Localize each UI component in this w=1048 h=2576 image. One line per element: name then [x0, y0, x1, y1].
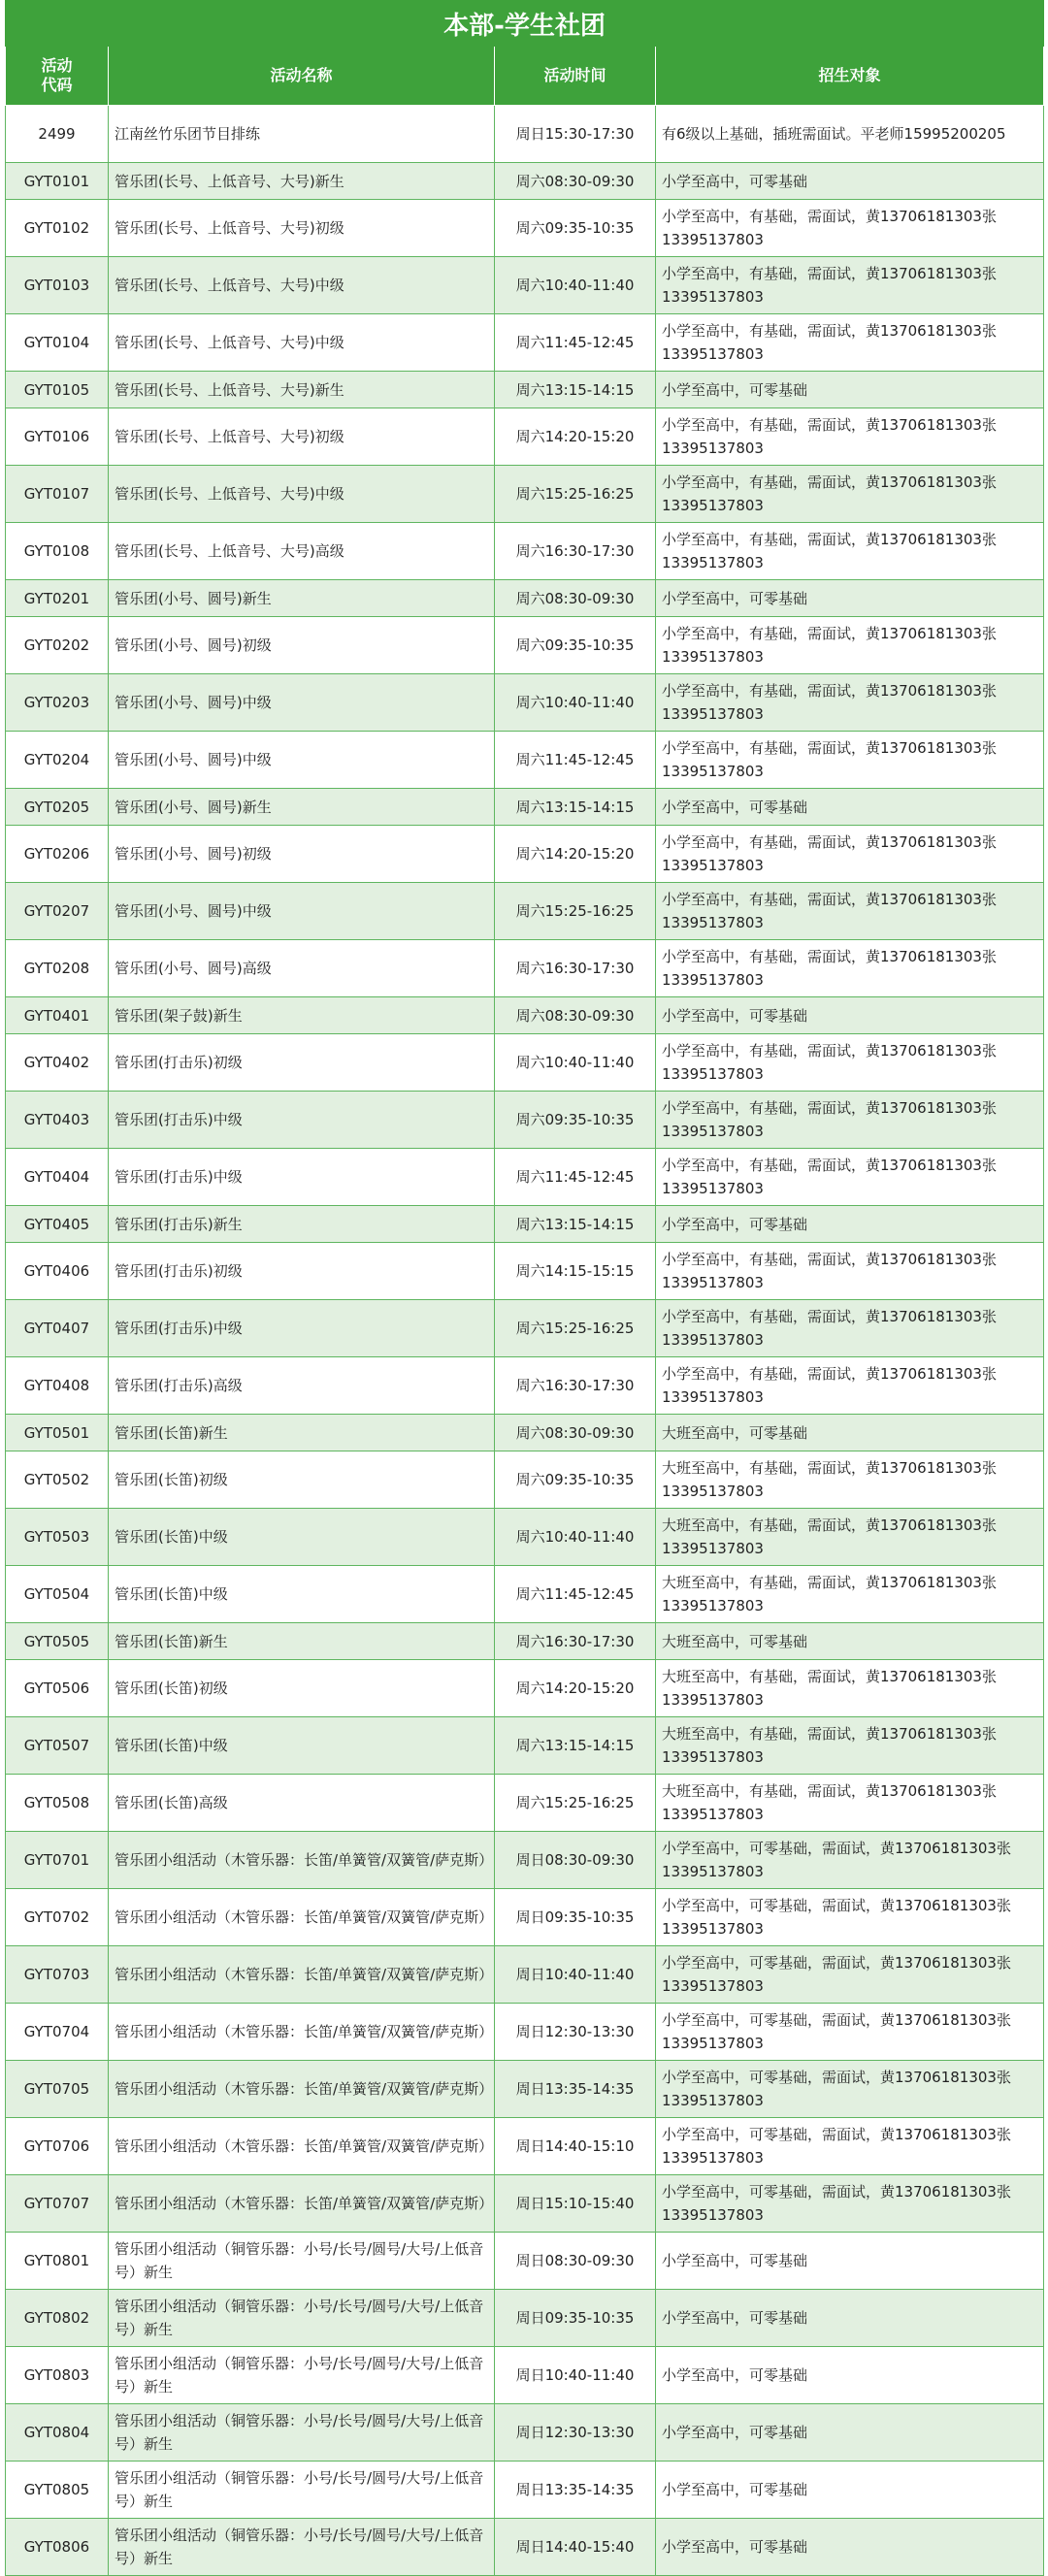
target-cell: 小学至高中，可零基础	[656, 1206, 1044, 1243]
column-header-code: 活动 代码	[6, 47, 109, 106]
target-cell: 小学至高中，可零基础	[656, 163, 1044, 200]
table-row	[6, 106, 1044, 163]
target-cell: 大班至高中，可零基础	[656, 1415, 1044, 1451]
code-cell: GYT0505	[6, 1623, 109, 1660]
time-cell: 周六09:35-10:35	[495, 1092, 656, 1149]
code-cell: GYT0405	[6, 1206, 109, 1243]
time-cell: 周六11:45-12:45	[495, 314, 656, 372]
time-cell: 周六10:40-11:40	[495, 674, 656, 732]
name-cell: 管乐团(小号、圆号)中级	[109, 732, 495, 789]
target-cell: 小学至高中，有基础，需面试，黄13706181303张13395137803	[656, 883, 1044, 940]
code-cell: GYT0203	[6, 674, 109, 732]
code-cell: GYT0401	[6, 997, 109, 1034]
code-cell: GYT0707	[6, 2175, 109, 2233]
table-row	[6, 789, 1044, 826]
name-cell: 管乐团(长笛)高级	[109, 1775, 495, 1832]
time-cell: 周六13:15-14:15	[495, 1206, 656, 1243]
target-cell: 大班至高中，可零基础	[656, 1623, 1044, 1660]
name-cell: 管乐团小组活动（铜管乐器：小号/长号/圆号/大号/上低音号）新生	[109, 2290, 495, 2347]
name-cell: 管乐团(长笛)中级	[109, 1717, 495, 1775]
target-cell: 大班至高中，有基础，需面试，黄13706181303张13395137803	[656, 1717, 1044, 1775]
code-cell: GYT0107	[6, 466, 109, 523]
name-cell: 管乐团(长笛)初级	[109, 1451, 495, 1509]
code-cell: GYT0103	[6, 257, 109, 314]
time-cell: 周六13:15-14:15	[495, 1717, 656, 1775]
target-cell: 小学至高中，有基础，需面试，黄13706181303张13395137803	[656, 1300, 1044, 1357]
code-cell: GYT0701	[6, 1832, 109, 1889]
name-cell: 管乐团小组活动（铜管乐器：小号/长号/圆号/大号/上低音号）新生	[109, 2462, 495, 2519]
name-cell: 管乐团小组活动（木管乐器：长笛/单簧管/双簧管/萨克斯）	[109, 2004, 495, 2061]
code-cell: GYT0507	[6, 1717, 109, 1775]
target-cell: 小学至高中，有基础，需面试，黄13706181303张13395137803	[656, 674, 1044, 732]
target-cell: 小学至高中，可零基础，需面试，黄13706181303张13395137803	[656, 2175, 1044, 2233]
time-cell: 周六14:20-15:20	[495, 408, 656, 466]
name-cell: 管乐团(长号、上低音号、大号)初级	[109, 200, 495, 257]
time-cell: 周六08:30-09:30	[495, 163, 656, 200]
code-cell: GYT0406	[6, 1243, 109, 1300]
time-cell: 周六09:35-10:35	[495, 1451, 656, 1509]
code-cell: GYT0201	[6, 580, 109, 617]
time-cell: 周六15:25-16:25	[495, 1775, 656, 1832]
target-cell: 大班至高中，有基础，需面试，黄13706181303张13395137803	[656, 1775, 1044, 1832]
time-cell: 周六09:35-10:35	[495, 200, 656, 257]
time-cell: 周六16:30-17:30	[495, 523, 656, 580]
name-cell: 管乐团(打击乐)初级	[109, 1034, 495, 1092]
time-cell: 周六11:45-12:45	[495, 1149, 656, 1206]
time-cell: 周日08:30-09:30	[495, 2233, 656, 2290]
target-cell: 大班至高中，有基础，需面试，黄13706181303张13395137803	[656, 1566, 1044, 1623]
target-cell: 小学至高中，可零基础，需面试，黄13706181303张13395137803	[656, 2118, 1044, 2175]
name-cell: 管乐团(小号、圆号)新生	[109, 580, 495, 617]
target-cell: 小学至高中，有基础，需面试，黄13706181303张13395137803	[656, 617, 1044, 674]
code-cell: GYT0503	[6, 1509, 109, 1566]
table-row	[6, 1946, 1044, 2004]
name-cell: 管乐团(长号、上低音号、大号)中级	[109, 314, 495, 372]
code-cell: GYT0508	[6, 1775, 109, 1832]
time-cell: 周日09:35-10:35	[495, 1889, 656, 1946]
target-cell: 小学至高中，可零基础	[656, 789, 1044, 826]
target-cell: 小学至高中，可零基础	[656, 2347, 1044, 2404]
code-cell: GYT0805	[6, 2462, 109, 2519]
table-row	[6, 883, 1044, 940]
target-cell: 小学至高中，可零基础	[656, 2462, 1044, 2519]
code-cell: GYT0705	[6, 2061, 109, 2118]
table-row	[6, 1149, 1044, 1206]
table-header-row	[6, 47, 1044, 106]
code-cell: GYT0501	[6, 1415, 109, 1451]
time-cell: 周六10:40-11:40	[495, 1509, 656, 1566]
table-row	[6, 314, 1044, 372]
target-cell: 小学至高中，有基础，需面试，黄13706181303张13395137803	[656, 1357, 1044, 1415]
time-cell: 周六10:40-11:40	[495, 257, 656, 314]
table-row	[6, 1206, 1044, 1243]
time-cell: 周六10:40-11:40	[495, 1034, 656, 1092]
table-row	[6, 1775, 1044, 1832]
target-cell: 小学至高中，有基础，需面试，黄13706181303张13395137803	[656, 732, 1044, 789]
column-header-name: 活动名称	[109, 47, 495, 106]
code-cell: GYT0803	[6, 2347, 109, 2404]
table-row	[6, 617, 1044, 674]
time-cell: 周日12:30-13:30	[495, 2404, 656, 2462]
time-cell: 周六13:15-14:15	[495, 789, 656, 826]
target-cell: 小学至高中，有基础，需面试，黄13706181303张13395137803	[656, 466, 1044, 523]
time-cell: 周日14:40-15:10	[495, 2118, 656, 2175]
name-cell: 管乐团小组活动（木管乐器：长笛/单簧管/双簧管/萨克斯）	[109, 2061, 495, 2118]
table-row	[6, 2404, 1044, 2462]
activity-table	[5, 0, 1044, 2576]
target-cell: 小学至高中，有基础，需面试，黄13706181303张13395137803	[656, 1243, 1044, 1300]
code-cell: GYT0504	[6, 1566, 109, 1623]
code-cell: GYT0806	[6, 2519, 109, 2576]
name-cell: 管乐团(打击乐)初级	[109, 1243, 495, 1300]
target-cell: 大班至高中，有基础，需面试，黄13706181303张13395137803	[656, 1451, 1044, 1509]
time-cell: 周日10:40-11:40	[495, 2347, 656, 2404]
name-cell: 管乐团小组活动（铜管乐器：小号/长号/圆号/大号/上低音号）新生	[109, 2519, 495, 2576]
code-cell: GYT0208	[6, 940, 109, 997]
time-cell: 周六15:25-16:25	[495, 883, 656, 940]
name-cell: 管乐团(小号、圆号)中级	[109, 674, 495, 732]
code-cell: GYT0108	[6, 523, 109, 580]
table-row	[6, 1300, 1044, 1357]
name-cell: 管乐团(长笛)新生	[109, 1415, 495, 1451]
time-cell: 周日13:35-14:35	[495, 2462, 656, 2519]
name-cell: 管乐团(小号、圆号)高级	[109, 940, 495, 997]
code-cell: GYT0702	[6, 1889, 109, 1946]
time-cell: 周六15:25-16:25	[495, 466, 656, 523]
table-row	[6, 940, 1044, 997]
code-cell: GYT0804	[6, 2404, 109, 2462]
name-cell: 管乐团(小号、圆号)初级	[109, 617, 495, 674]
code-cell: GYT0404	[6, 1149, 109, 1206]
time-cell: 周日12:30-13:30	[495, 2004, 656, 2061]
table-row	[6, 1357, 1044, 1415]
table-body	[6, 106, 1044, 2576]
name-cell: 管乐团(长号、上低音号、大号)中级	[109, 466, 495, 523]
target-cell: 小学至高中，可零基础，需面试，黄13706181303张13395137803	[656, 1946, 1044, 2004]
code-cell: GYT0205	[6, 789, 109, 826]
target-cell: 小学至高中，可零基础	[656, 2404, 1044, 2462]
table-row	[6, 1566, 1044, 1623]
code-cell: GYT0704	[6, 2004, 109, 2061]
target-cell: 大班至高中，有基础，需面试，黄13706181303张13395137803	[656, 1660, 1044, 1717]
table-row	[6, 408, 1044, 466]
column-header-time: 活动时间	[495, 47, 656, 106]
table-row	[6, 1415, 1044, 1451]
table-row	[6, 2061, 1044, 2118]
time-cell: 周日10:40-11:40	[495, 1946, 656, 2004]
target-cell: 小学至高中，可零基础	[656, 997, 1044, 1034]
name-cell: 管乐团小组活动（木管乐器：长笛/单簧管/双簧管/萨克斯）	[109, 1832, 495, 1889]
code-cell: GYT0703	[6, 1946, 109, 2004]
target-cell: 小学至高中，可零基础，需面试，黄13706181303张13395137803	[656, 2061, 1044, 2118]
name-cell: 管乐团(小号、圆号)初级	[109, 826, 495, 883]
table-row	[6, 674, 1044, 732]
code-cell: GYT0104	[6, 314, 109, 372]
table-row	[6, 2175, 1044, 2233]
table-row	[6, 1832, 1044, 1889]
time-cell: 周日13:35-14:35	[495, 2061, 656, 2118]
time-cell: 周日14:40-15:40	[495, 2519, 656, 2576]
name-cell: 管乐团(打击乐)中级	[109, 1092, 495, 1149]
name-cell: 江南丝竹乐团节目排练	[109, 106, 495, 163]
table-title-row	[6, 1, 1044, 47]
name-cell: 管乐团(长号、上低音号、大号)中级	[109, 257, 495, 314]
name-cell: 管乐团小组活动（木管乐器：长笛/单簧管/双簧管/萨克斯）	[109, 2118, 495, 2175]
name-cell: 管乐团小组活动（木管乐器：长笛/单簧管/双簧管/萨克斯）	[109, 2175, 495, 2233]
table-row	[6, 826, 1044, 883]
table-row	[6, 732, 1044, 789]
table-row	[6, 466, 1044, 523]
target-cell: 小学至高中，可零基础，需面试，黄13706181303张13395137803	[656, 1832, 1044, 1889]
time-cell: 周日15:10-15:40	[495, 2175, 656, 2233]
time-cell: 周六08:30-09:30	[495, 580, 656, 617]
code-cell: GYT0106	[6, 408, 109, 466]
target-cell: 小学至高中，可零基础	[656, 372, 1044, 408]
table-row	[6, 2347, 1044, 2404]
target-cell: 小学至高中，有基础，需面试，黄13706181303张13395137803	[656, 200, 1044, 257]
name-cell: 管乐团(长笛)新生	[109, 1623, 495, 1660]
table-row	[6, 1717, 1044, 1775]
name-cell: 管乐团小组活动（木管乐器：长笛/单簧管/双簧管/萨克斯）	[109, 1889, 495, 1946]
time-cell: 周六11:45-12:45	[495, 732, 656, 789]
table-row	[6, 2462, 1044, 2519]
target-cell: 小学至高中，有基础，需面试，黄13706181303张13395137803	[656, 257, 1044, 314]
time-cell: 周六16:30-17:30	[495, 1623, 656, 1660]
target-cell: 小学至高中，可零基础	[656, 2519, 1044, 2576]
target-cell: 有6级以上基础，插班需面试。平老师15995200205	[656, 106, 1044, 163]
target-cell: 小学至高中，有基础，需面试，黄13706181303张13395137803	[656, 1034, 1044, 1092]
target-cell: 小学至高中，有基础，需面试，黄13706181303张13395137803	[656, 314, 1044, 372]
schedule-sheet	[5, 0, 1043, 2576]
code-cell: GYT0407	[6, 1300, 109, 1357]
time-cell: 周六13:15-14:15	[495, 372, 656, 408]
target-cell: 小学至高中，可零基础，需面试，黄13706181303张13395137803	[656, 1889, 1044, 1946]
name-cell: 管乐团(打击乐)中级	[109, 1149, 495, 1206]
code-cell: GYT0403	[6, 1092, 109, 1149]
time-cell: 周六16:30-17:30	[495, 1357, 656, 1415]
target-cell: 小学至高中，有基础，需面试，黄13706181303张13395137803	[656, 1149, 1044, 1206]
code-cell: GYT0502	[6, 1451, 109, 1509]
table-row	[6, 2233, 1044, 2290]
code-cell: GYT0202	[6, 617, 109, 674]
time-cell: 周六08:30-09:30	[495, 1415, 656, 1451]
target-cell: 小学至高中，有基础，需面试，黄13706181303张13395137803	[656, 1092, 1044, 1149]
code-cell: 2499	[6, 106, 109, 163]
name-cell: 管乐团小组活动（铜管乐器：小号/长号/圆号/大号/上低音号）新生	[109, 2347, 495, 2404]
table-row	[6, 1509, 1044, 1566]
name-cell: 管乐团小组活动（铜管乐器：小号/长号/圆号/大号/上低音号）新生	[109, 2233, 495, 2290]
name-cell: 管乐团(长号、上低音号、大号)新生	[109, 372, 495, 408]
code-cell: GYT0402	[6, 1034, 109, 1092]
time-cell: 周六09:35-10:35	[495, 617, 656, 674]
target-cell: 大班至高中，有基础，需面试，黄13706181303张13395137803	[656, 1509, 1044, 1566]
target-cell: 小学至高中，有基础，需面试，黄13706181303张13395137803	[656, 408, 1044, 466]
time-cell: 周日09:35-10:35	[495, 2290, 656, 2347]
code-cell: GYT0706	[6, 2118, 109, 2175]
time-cell: 周六08:30-09:30	[495, 997, 656, 1034]
name-cell: 管乐团(长笛)初级	[109, 1660, 495, 1717]
table-row	[6, 257, 1044, 314]
name-cell: 管乐团(打击乐)高级	[109, 1357, 495, 1415]
code-cell: GYT0207	[6, 883, 109, 940]
target-cell: 小学至高中，可零基础	[656, 2233, 1044, 2290]
table-row	[6, 1451, 1044, 1509]
target-cell: 小学至高中，有基础，需面试，黄13706181303张13395137803	[656, 523, 1044, 580]
name-cell: 管乐团(打击乐)中级	[109, 1300, 495, 1357]
target-cell: 小学至高中，有基础，需面试，黄13706181303张13395137803	[656, 826, 1044, 883]
name-cell: 管乐团(长笛)中级	[109, 1566, 495, 1623]
name-cell: 管乐团(小号、圆号)中级	[109, 883, 495, 940]
table-row	[6, 200, 1044, 257]
name-cell: 管乐团(长号、上低音号、大号)高级	[109, 523, 495, 580]
table-row	[6, 2004, 1044, 2061]
time-cell: 周日15:30-17:30	[495, 106, 656, 163]
code-cell: GYT0801	[6, 2233, 109, 2290]
name-cell: 管乐团小组活动（铜管乐器：小号/长号/圆号/大号/上低音号）新生	[109, 2404, 495, 2462]
time-cell: 周日08:30-09:30	[495, 1832, 656, 1889]
time-cell: 周六14:20-15:20	[495, 826, 656, 883]
table-row	[6, 1034, 1044, 1092]
name-cell: 管乐团(长号、上低音号、大号)新生	[109, 163, 495, 200]
time-cell: 周六16:30-17:30	[495, 940, 656, 997]
table-row	[6, 163, 1044, 200]
target-cell: 小学至高中，有基础，需面试，黄13706181303张13395137803	[656, 940, 1044, 997]
name-cell: 管乐团(架子鼓)新生	[109, 997, 495, 1034]
time-cell: 周六15:25-16:25	[495, 1300, 656, 1357]
table-row	[6, 2118, 1044, 2175]
name-cell: 管乐团小组活动（木管乐器：长笛/单簧管/双簧管/萨克斯）	[109, 1946, 495, 2004]
target-cell: 小学至高中，可零基础	[656, 2290, 1044, 2347]
name-cell: 管乐团(打击乐)新生	[109, 1206, 495, 1243]
code-cell: GYT0206	[6, 826, 109, 883]
name-cell: 管乐团(长号、上低音号、大号)初级	[109, 408, 495, 466]
table-row	[6, 1660, 1044, 1717]
table-row	[6, 1623, 1044, 1660]
table-row	[6, 580, 1044, 617]
table-row	[6, 1092, 1044, 1149]
table-row	[6, 1243, 1044, 1300]
table-row	[6, 997, 1044, 1034]
table-row	[6, 1889, 1044, 1946]
time-cell: 周六14:20-15:20	[495, 1660, 656, 1717]
code-cell: GYT0506	[6, 1660, 109, 1717]
code-cell: GYT0102	[6, 200, 109, 257]
code-cell: GYT0105	[6, 372, 109, 408]
name-cell: 管乐团(小号、圆号)新生	[109, 789, 495, 826]
table-row	[6, 372, 1044, 408]
page-title: 本部-学生社团	[6, 1, 1044, 47]
code-cell: GYT0101	[6, 163, 109, 200]
code-cell: GYT0802	[6, 2290, 109, 2347]
target-cell: 小学至高中，可零基础	[656, 580, 1044, 617]
target-cell: 小学至高中，可零基础，需面试，黄13706181303张13395137803	[656, 2004, 1044, 2061]
table-row	[6, 2519, 1044, 2576]
time-cell: 周六11:45-12:45	[495, 1566, 656, 1623]
table-row	[6, 523, 1044, 580]
code-cell: GYT0408	[6, 1357, 109, 1415]
name-cell: 管乐团(长笛)中级	[109, 1509, 495, 1566]
column-header-target: 招生对象	[656, 47, 1044, 106]
code-cell: GYT0204	[6, 732, 109, 789]
table-row	[6, 2290, 1044, 2347]
time-cell: 周六14:15-15:15	[495, 1243, 656, 1300]
